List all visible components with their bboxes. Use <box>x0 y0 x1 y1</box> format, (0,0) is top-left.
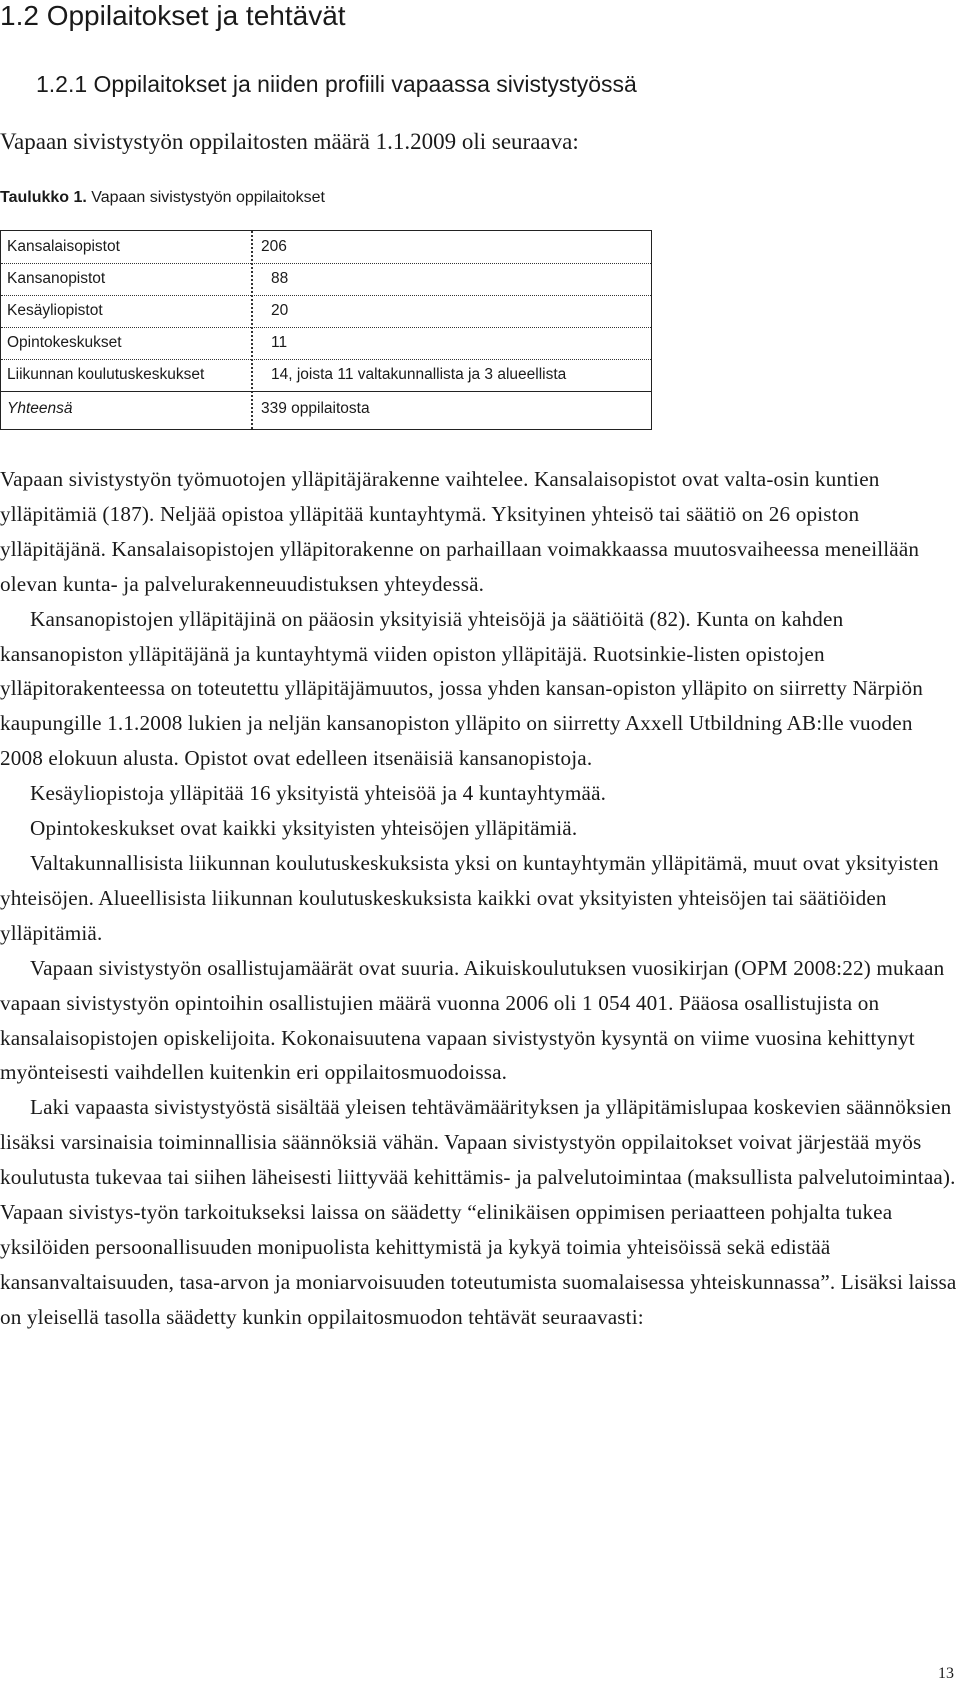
table-cell-value: 14, joista 11 valtakunnallista ja 3 alueellista <box>271 366 567 383</box>
table-cell-label: Kansanopistot <box>7 270 106 287</box>
table-total-value: 339 oppilaitosta <box>261 400 370 417</box>
section-heading: 1.2 Oppilaitokset ja tehtävät <box>0 0 346 31</box>
intro-text: Vapaan sivistystyön oppilaitosten määrä 1.1.2009 oli seuraava: <box>0 129 579 154</box>
table-total-divider <box>1 391 651 392</box>
paragraph: Valtakunnallisista liikunnan koulutuskeskuksista yksi on kuntayhtymän ylläpitämä, muut ovat yksityisten yhteisöjen. Alueellisista liikunnan koulutuskeskuksista kaikki ovat yksityisten yhteisöjen tai säätiöiden ylläpitämiä. <box>0 850 939 945</box>
table-cell-value: 11 <box>271 334 288 351</box>
page-number: 13 <box>938 1665 954 1682</box>
table-total-label: Yhteensä <box>7 400 73 417</box>
table-caption-prefix: Taulukko 1. <box>0 189 87 206</box>
paragraph: Opintokeskukset ovat kaikki yksityisten yhteisöjen ylläpitämiä. <box>30 816 578 841</box>
table-cell-label: Kansalaisopistot <box>7 238 120 255</box>
paragraph: Vapaan sivistystyön työmuotojen ylläpitäjärakenne vaihtelee. Kansalaisopistot ovat valta-osin kuntien ylläpitämiä (187). Neljää opistoa ylläpitää kuntayhtymä. Yksityinen yhteisö tai säätiö on 26 opiston ylläpitäjänä. Kansalaisopistojen ylläpitorakenne on parhaillaan voimakkaassa muutosvaiheessa meneillään olevan kunta- ja palvelurakenneuudistuksen yhteydessä. <box>0 467 920 596</box>
paragraph: Kansanopistojen ylläpitäjinä on pääosin yksityisiä yhteisöjä ja säätiöitä (82). Kunta on kahden kansanopiston ylläpitäjänä ja kuntayhtymä viiden opiston ylläpitäjä. Ruotsinkie-listen opistojen ylläpitorakenteessa on toteutettu ylläpitäjämuutos, jossa yhden kansan-opiston ylläpito on siirretty Närpiön kaupungille 1.1.2008 lukien ja neljän kansanopiston ylläpito on siirretty Axxell Utbildning AB:lle vuoden 2008 elokuun alusta. Opistot ovat edelleen itsenäisiä kansanopistoja. <box>0 606 923 771</box>
table-caption <box>0 188 325 208</box>
table-cell-value: 206 <box>261 238 287 255</box>
table-cell-value: 88 <box>271 270 289 287</box>
table-row <box>1 231 651 263</box>
table-cell-label: Kesäyliopistot <box>7 302 103 319</box>
table-cell-label: Liikunnan koulutuskeskukset <box>7 366 205 383</box>
table-cell-value: 20 <box>271 302 289 319</box>
table-row <box>1 295 651 327</box>
paragraph: Kesäyliopistoja ylläpitää 16 yksityistä yhteisöä ja 4 kuntayhtymää. <box>30 781 607 806</box>
table-row <box>1 327 651 359</box>
paragraph: Vapaan sivistystyön osallistujamäärät ovat suuria. Aikuiskoulutuksen vuosikirjan (OPM 2008:22) mukaan vapaan sivistystyön opintoihin osallistujien määrä vuonna 2006 oli 1 054 401. Pääosa osallistujista on kansalaisopistojen opiskelijoita. Kokonaisuutena vapaan sivistystyön kysyntä on viime vuosina kehittynyt myönteisesti vaihdellen kuitenkin eri oppilaitosmuodoissa. <box>0 955 945 1085</box>
table-total-row <box>1 393 651 425</box>
table-row <box>1 359 651 391</box>
table-caption-text: Vapaan sivistystyön oppilaitokset <box>91 189 325 206</box>
institutions-table <box>0 230 652 430</box>
table-row <box>1 263 651 295</box>
table-cell-label: Opintokeskukset <box>7 334 122 351</box>
paragraph: Laki vapaasta sivistystyöstä sisältää yleisen tehtävämäärityksen ja ylläpitämislupaa koskevien säännöksien lisäksi varsinaisia toiminnallisia säännöksiä vähän. Vapaan sivistystyön oppilaitokset voivat järjestää myös koulutusta tukevaa tai siihen läheisesti liittyvää kehittämis- ja palvelutoimintaa (maksullista palvelutoimintaa). Vapaan sivistys-työn tarkoitukseksi laissa on säädetty “elinikäisen oppimisen periaatteen pohjalta tukea yksilöiden persoonallisuuden monipuolista kehittymistä ja kykyä toimia yhteisöissä sekä edistää kansanvaltaisuuden, tasa-arvon ja moniarvoisuuden toteutumista suomalaisessa yhteiskunnassa”. Lisäksi laissa on yleisellä tasolla säädetty kunkin oppilaitosmuodon tehtävät seuraavasti: <box>0 1095 957 1329</box>
body-text <box>0 462 960 1335</box>
subsection-heading: 1.2.1 Oppilaitokset ja niiden profiili vapaassa sivistystyössä <box>36 71 637 97</box>
